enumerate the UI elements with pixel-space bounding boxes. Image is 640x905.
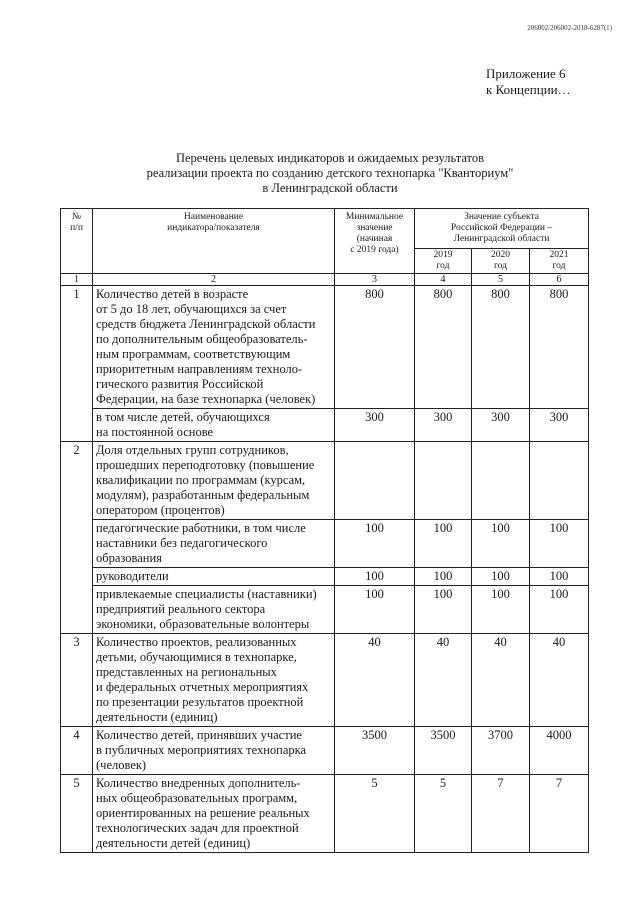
year-value-cell: 300 [472,409,530,442]
header-row [61,209,589,249]
table-body [61,286,589,853]
year-value-cell: 100 [415,568,472,586]
table-row [61,775,589,853]
min-value-cell: 300 [335,409,415,442]
min-value-cell: 40 [335,634,415,727]
year-value-cell: 800 [530,286,589,409]
title-line-2: реализации проекта по созданию детского технопарка "Кванториум" [146,166,514,180]
column-number: 2 [93,274,335,286]
year-value-cell: 7 [530,775,589,853]
indicator-name: Количество детей в возрасте от 5 до 18 лет, обучающихся за счет средств бюджета Ленинградской области по дополнительным общеобразователь- ным программам, соответствующим приоритетным направлениям техноло- гического развития Российской Федерации, на базе технопарка (человек) [93,286,335,409]
year-value-cell: 40 [472,634,530,727]
table-row [61,442,589,520]
year-value-cell: 5 [415,775,472,853]
indicator-name: Количество проектов, реализованных детьми, обучающимися в технопарке, представленных на региональных и федеральных отчетных мероприятиях по презентации результатов проектной деятельности (единиц) [93,634,335,727]
indicator-name: в том числе детей, обучающихся на постоянной основе [93,409,335,442]
year-value-cell: 40 [415,634,472,727]
column-number: 4 [415,274,472,286]
title-line-3: в Ленинградской области [262,181,398,195]
row-number: 3 [61,634,93,727]
title-line-1: Перечень целевых индикаторов и ожидаемых результатов [175,151,485,165]
year-value-cell: 100 [530,586,589,634]
row-number: 2 [61,442,93,634]
table-row [61,634,589,727]
appendix-line-2: к Концепции… [486,82,571,97]
year-value-cell: 40 [530,634,589,727]
year-value-cell: 100 [415,520,472,568]
min-value-cell: 3500 [335,727,415,775]
document-number: 206002/206002-2018-6287(1) [527,24,612,32]
appendix-note [486,66,571,98]
min-value-cell: 5 [335,775,415,853]
header-min-value: Минимальное значение (начиная с 2019 года) [335,209,415,274]
min-value-cell: 100 [335,568,415,586]
document-title [120,151,540,196]
column-number-row [61,274,589,286]
row-number: 4 [61,727,93,775]
table-row [61,727,589,775]
year-value-cell: 800 [415,286,472,409]
column-number: 3 [335,274,415,286]
indicator-name: привлекаемые специалисты (наставники) предприятий реального сектора экономики, образовательные волонтеры [93,586,335,634]
year-value-cell: 100 [415,586,472,634]
row-number: 5 [61,775,93,853]
year-value-cell [530,442,589,520]
header-year-2021: 2021 год [530,249,589,274]
year-value-cell: 300 [530,409,589,442]
year-value-cell: 4000 [530,727,589,775]
year-value-cell [472,442,530,520]
min-value-cell: 100 [335,520,415,568]
indicator-name: Количество внедренных дополнитель- ных общеобразовательных программ, ориентированных на решение реальных технологических задач для проектной деятельности детей (единиц) [93,775,335,853]
header-year-2019: 2019 год [415,249,472,274]
year-value-cell: 300 [415,409,472,442]
min-value-cell: 800 [335,286,415,409]
indicator-name: руководители [93,568,335,586]
indicators-table [60,208,589,853]
table-row [61,520,589,568]
min-value-cell [335,442,415,520]
header-num: № п/п [61,209,93,274]
year-value-cell: 800 [472,286,530,409]
year-value-cell: 7 [472,775,530,853]
year-value-cell: 100 [530,520,589,568]
min-value-cell: 100 [335,586,415,634]
table-row [61,586,589,634]
header-indicator-name: Наименование индикатора/показателя [93,209,335,274]
header-subject-value: Значение субъекта Российской Федерации – Ленинградской области [415,209,589,249]
year-value-cell [415,442,472,520]
year-value-cell: 3700 [472,727,530,775]
year-value-cell: 100 [472,520,530,568]
row-number: 1 [61,286,93,442]
indicator-name: Количество детей, принявших участие в публичных мероприятиях технопарка (человек) [93,727,335,775]
appendix-line-1: Приложение 6 [486,66,566,81]
column-number: 5 [472,274,530,286]
table-row [61,286,589,409]
year-value-cell: 100 [530,568,589,586]
column-number: 6 [530,274,589,286]
column-number: 1 [61,274,93,286]
year-value-cell: 3500 [415,727,472,775]
header-year-2020: 2020 год [472,249,530,274]
table-row [61,568,589,586]
indicator-name: педагогические работники, в том числе наставники без педагогического образования [93,520,335,568]
year-value-cell: 100 [472,568,530,586]
year-value-cell: 100 [472,586,530,634]
indicator-name: Доля отдельных групп сотрудников, прошедших переподготовку (повышение квалификации по программам (курсам, модулям), разработанным федеральным оператором (процентов) [93,442,335,520]
table-row [61,409,589,442]
